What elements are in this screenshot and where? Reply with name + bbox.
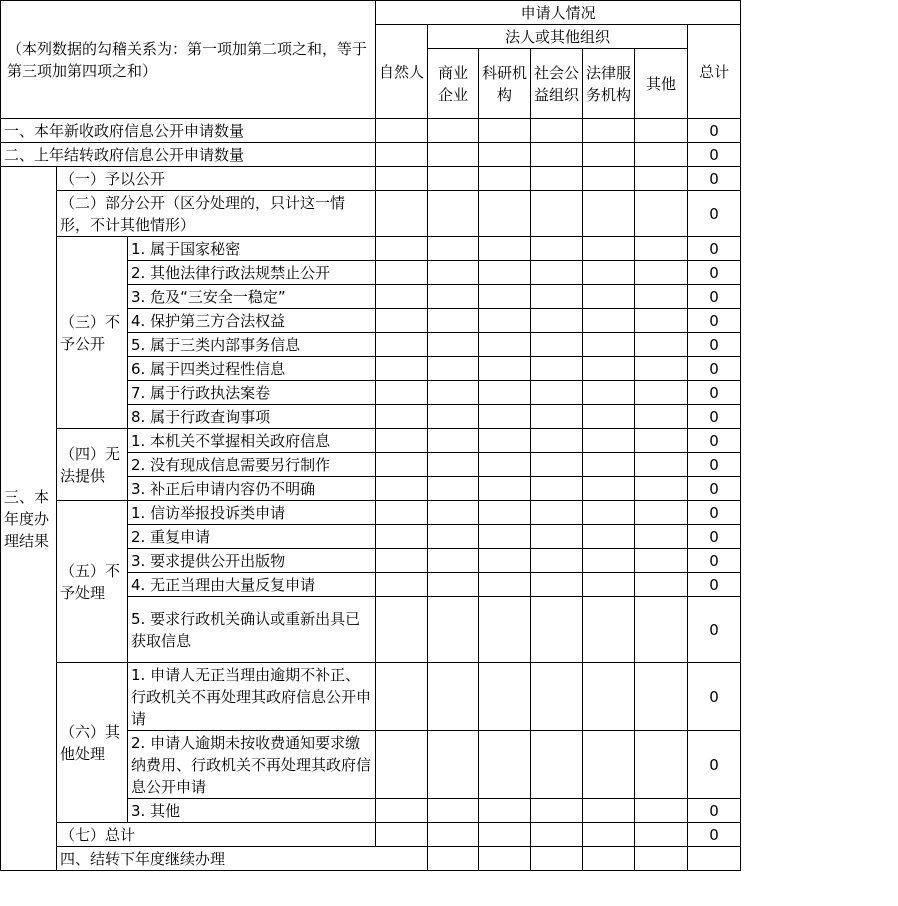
row-label: （二）部分公开（区分处理的，只计这一情形，不计其他情形） — [57, 191, 376, 237]
item-label: 1. 属于国家秘密 — [128, 237, 376, 261]
total-cell: 0 — [688, 381, 741, 405]
total-cell: 0 — [688, 119, 741, 143]
item-label: 6. 属于四类过程性信息 — [128, 357, 376, 381]
total-cell: 0 — [688, 333, 741, 357]
item-label: 5. 属于三类内部事务信息 — [128, 333, 376, 357]
total-cell: 0 — [688, 823, 741, 847]
natural-person-header: 自然人 — [376, 25, 428, 119]
group-label: （四）无法提供 — [57, 429, 128, 501]
total-cell: 0 — [688, 597, 741, 663]
col-header: 其他 — [635, 49, 688, 119]
corp-other-header: 法人或其他组织 — [428, 25, 688, 49]
total-cell: 0 — [688, 731, 741, 799]
total-cell: 0 — [688, 453, 741, 477]
total-cell: 0 — [688, 573, 741, 597]
total-cell: 0 — [688, 143, 741, 167]
total-cell: 0 — [688, 525, 741, 549]
item-label: 3. 危及“三安全一稳定” — [128, 285, 376, 309]
item-label: 4. 保护第三方合法权益 — [128, 309, 376, 333]
note-cell: （本列数据的勾稽关系为：第一项加第二项之和，等于第三项加第四项之和） — [1, 1, 376, 119]
total-cell: 0 — [688, 663, 741, 731]
total-cell: 0 — [688, 285, 741, 309]
total-cell: 0 — [688, 237, 741, 261]
total-cell: 0 — [688, 429, 741, 453]
row-label: 四、结转下年度继续办理 — [57, 847, 428, 871]
item-label: 2. 其他法律行政法规禁止公开 — [128, 261, 376, 285]
item-label: 3. 补正后申请内容仍不明确 — [128, 477, 376, 501]
item-label: 4. 无正当理由大量反复申请 — [128, 573, 376, 597]
total-cell: 0 — [688, 477, 741, 501]
total-cell: 0 — [688, 549, 741, 573]
item-label: 2. 重复申请 — [128, 525, 376, 549]
row-label: 一、本年新收政府信息公开申请数量 — [1, 119, 376, 143]
col-header: 法律服务机构 — [583, 49, 635, 119]
section3-label: 三、本年度办理结果 — [1, 167, 57, 871]
group-label: （六）其他处理 — [57, 663, 128, 823]
item-label: 2. 没有现成信息需要另行制作 — [128, 453, 376, 477]
total-cell: 0 — [688, 405, 741, 429]
total-cell: 0 — [688, 309, 741, 333]
item-label: 1. 本机关不掌握相关政府信息 — [128, 429, 376, 453]
total-cell: 0 — [688, 191, 741, 237]
item-label: 8. 属于行政查询事项 — [128, 405, 376, 429]
item-label: 5. 要求行政机关确认或重新出具已获取信息 — [128, 597, 376, 663]
item-label: 7. 属于行政执法案卷 — [128, 381, 376, 405]
row-label: 二、上年结转政府信息公开申请数量 — [1, 143, 376, 167]
row-label: （七）总计 — [57, 823, 376, 847]
total-cell: 0 — [688, 501, 741, 525]
item-label: 2. 申请人逾期未按收费通知要求缴纳费用、行政机关不再处理其政府信息公开申请 — [128, 731, 376, 799]
applicant-situation-header: 申请人情况 — [376, 1, 741, 25]
item-label: 3. 要求提供公开出版物 — [128, 549, 376, 573]
total-cell: 0 — [688, 799, 741, 823]
col-header: 社会公益组织 — [531, 49, 583, 119]
total-cell: 0 — [688, 261, 741, 285]
group-label: （五）不予处理 — [57, 501, 128, 663]
group-label: （三）不予公开 — [57, 237, 128, 429]
col-header: 科研机构 — [479, 49, 531, 119]
row-label: （一）予以公开 — [57, 167, 376, 191]
item-label: 3. 其他 — [128, 799, 376, 823]
total-cell: 0 — [688, 167, 741, 191]
item-label: 1. 申请人无正当理由逾期不补正、行政机关不再处理其政府信息公开申请 — [128, 663, 376, 731]
total-header: 总计 — [688, 25, 741, 119]
total-cell: 0 — [688, 357, 741, 381]
col-header: 商业企业 — [428, 49, 479, 119]
item-label: 1. 信访举报投诉类申请 — [128, 501, 376, 525]
